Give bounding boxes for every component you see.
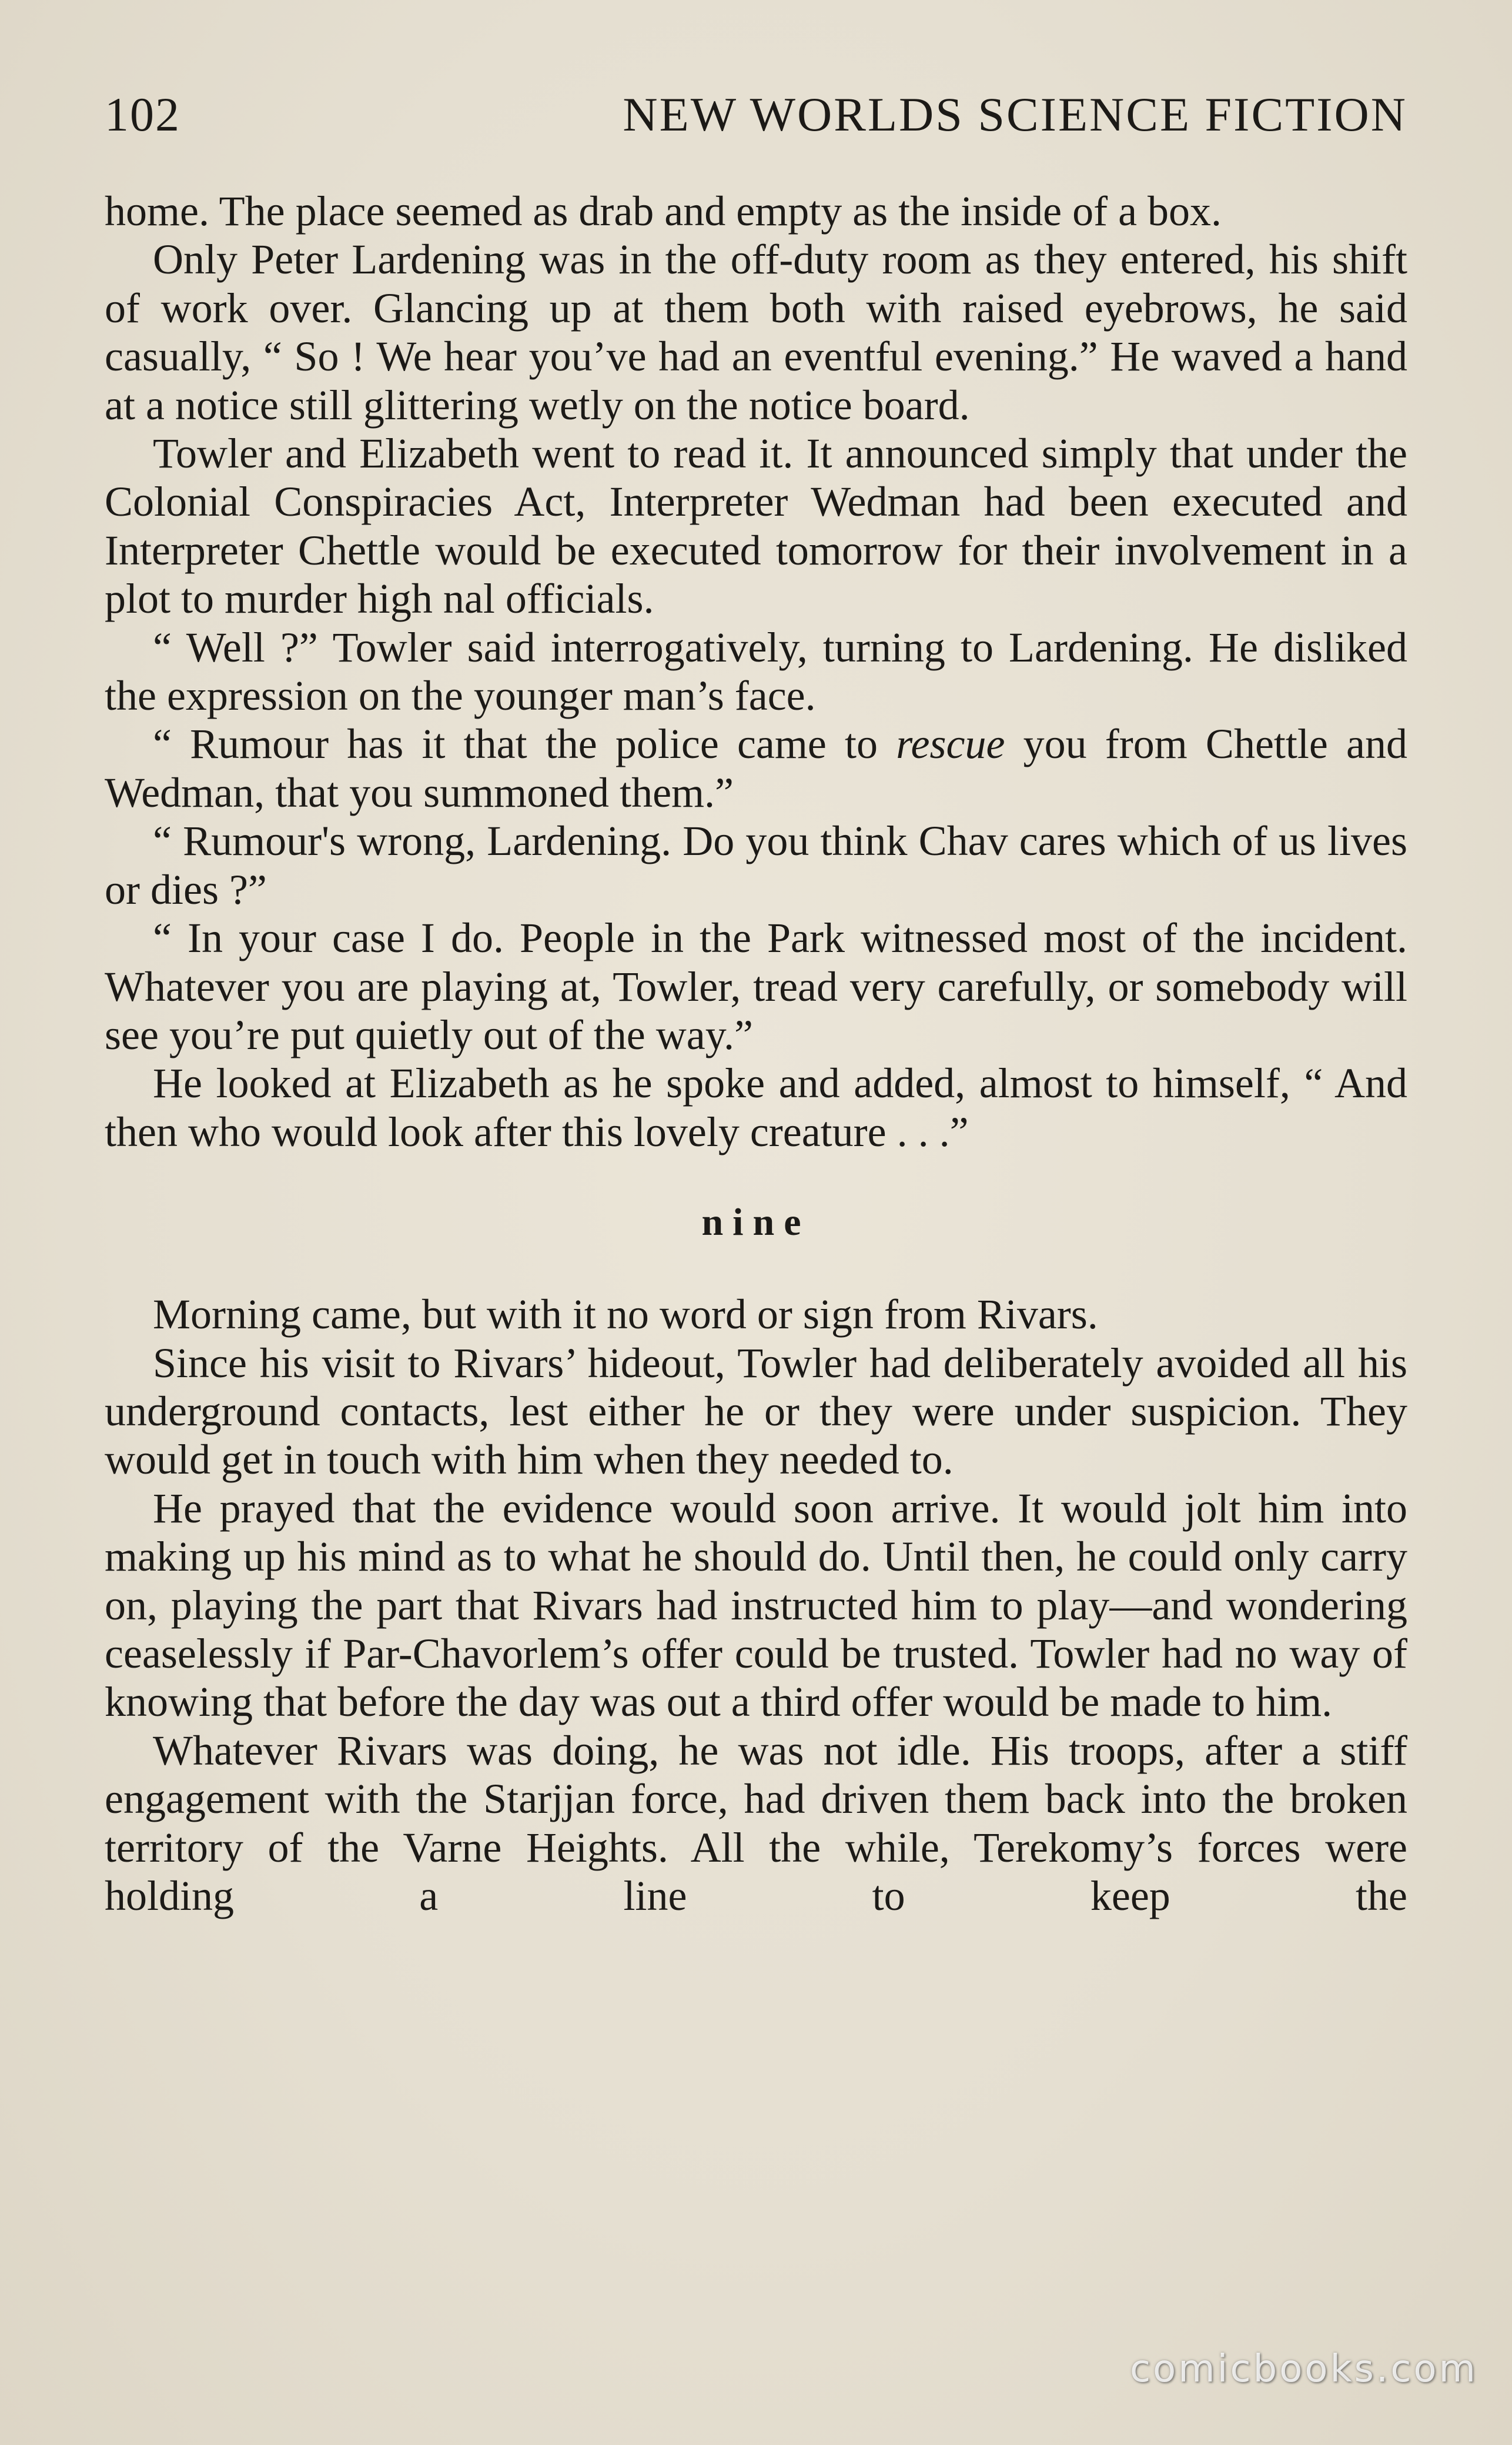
chapter-paragraph-1: Morning came, but with it no word or sign from Rivars. <box>153 1291 1098 1338</box>
page-header <box>105 82 1407 147</box>
paragraph-3: Towler and Elizabeth went to read it. It announced simply that under the Colonial Conspiracies Act, Interpreter Wedman had been executed and Interpreter Chettle would be executed tomorrow for their involvement in a plot to murder high nal officials. <box>105 430 1407 623</box>
chapter-paragraph-2: Since his visit to Rivars’ hideout, Towler had deliberately avoided all his underground contacts, lest either he or they were under suspicion. They would get in touch with him when they needed to. <box>105 1339 1407 1484</box>
rumour-emphasis: rescue <box>896 720 1005 768</box>
paragraph-6: “ Rumour's wrong, Lardening. Do you think Chav cares which of us lives or dies ?” <box>105 817 1407 913</box>
paragraph-8: He looked at Elizabeth as he spoke and added, almost to himself, “ And then who would look after this lovely creature . . .” <box>105 1060 1407 1155</box>
body-text <box>105 187 1407 1920</box>
chapter-paragraph-3: He prayed that the evidence would soon arrive. It would jolt him into making up his mind as to what he should do. Until then, he could only carry on, playing the part that Rivars had instructed him to play—and wondering ceaselessly if Par-Chavorlem’s offer could be trusted. Towler had no way of knowing that before the day was out a third offer would be made to him. <box>105 1484 1407 1726</box>
paragraph-2: Only Peter Lardening was in the off-duty room as they entered, his shift of work over. Glancing up at them both with raised eyebrows, he said casually, “ So ! We hear you’ve had an eventful evening.” He waved a hand at a notice still glittering wetly on the notice board. <box>105 236 1407 429</box>
chapter-paragraph-4: Whatever Rivars was doing, he was not idle. His troops, after a stiff engagement with the Starjjan force, had driven them back into the broken territory of the Varne Heights. All the while, Terekomy’s forces were holding a line to keep the <box>105 1726 1407 1919</box>
paragraph-7: “ In your case I do. People in the Park witnessed most of the incident. Whatever you are playing at, Towler, tread very carefully, or somebody will see you’re put quietly out of the way.” <box>105 914 1407 1058</box>
rumour-text-before: “ Rumour has it that the police came to <box>153 720 897 768</box>
paragraph-1: home. The place seemed as drab and empty as the inside of a box. <box>105 188 1222 235</box>
paragraph-rumour <box>105 720 1407 817</box>
running-title: NEW WORLDS SCIENCE FICTION <box>623 88 1407 141</box>
rumour-text-after: you from Chettle and Wedman, that you summoned them.” <box>105 720 1407 816</box>
watermark: comicbooks.com <box>1129 2347 1478 2391</box>
page-number: 102 <box>105 88 180 141</box>
paragraph-4: “ Well ?” Towler said interrogatively, turning to Lardening. He disliked the expression on the younger man’s face. <box>105 623 1407 720</box>
chapter-heading: nine <box>701 1201 811 1244</box>
